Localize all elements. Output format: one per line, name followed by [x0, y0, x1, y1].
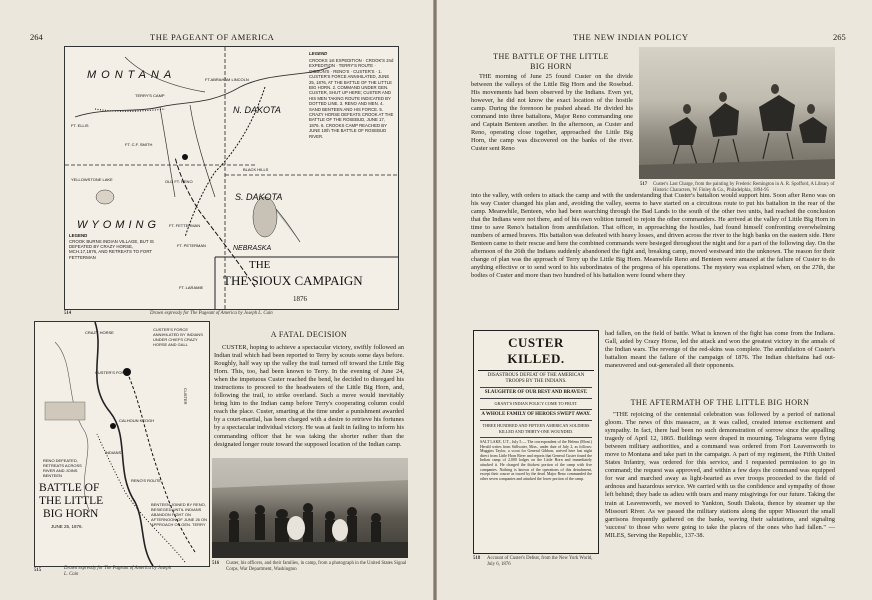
section1-text-wide — [471, 192, 835, 281]
label-custer: CUSTER — [183, 388, 188, 405]
painting-scene — [639, 47, 835, 179]
label-s-dakota: S. DAKOTA — [235, 192, 283, 202]
label-crazy-horse: CRAZY HORSE — [85, 330, 114, 335]
section2-text — [605, 411, 835, 540]
page-number-right: 265 — [833, 32, 846, 42]
lower-legend-title: LEGEND — [69, 233, 88, 238]
caption-517: Custer's Last Charge, from the painting by Frederic Remington in A. R. Spofford, A Library of Historic Characters, W. Finley & Co., Philadelphia, 1894-95 — [653, 182, 835, 193]
newspaper-deck-2: SLAUGHTER OF OUR BEST AND BRAVEST. — [480, 388, 592, 399]
label-ft-fetterman: FT. FETTERMAN — [169, 223, 201, 228]
custers-last-charge-painting — [639, 47, 835, 179]
indian-camp — [45, 402, 85, 420]
caption-515-number: 515 — [34, 568, 42, 573]
annotation-benteen: BENTEEN JOINED BY RENO, BESIEGED UNTIL INDIANS ABANDON FIGHT ON AFTERNOON OF JUNE 26 ON APPROACH OF GEN. TERRY — [151, 502, 208, 527]
calhoun-marker — [110, 423, 116, 429]
newspaper-deck-1: DISASTROUS DEFEAT OF THE AMERICAN TROOPS BY THE INDIANS. — [480, 371, 592, 388]
black-hills — [253, 197, 277, 237]
paragraph: "THE rejoicing of the centennial celebration was followed by a period of national gloom. The news of this massacre, as it was called, created intense excitement and sympathy. In fact, there had been no such demonstration of sorrow since the appalling tragedy of April 12, 1865. Buildings were draped in mourning. Telegrams were flying between military authorities, and a command was ordered from Fort Leavenworth to move to Montana and take part in the campaign. A part of my regiment, the Fifth United States Infantry, was ordered for this service, and I requested permission to go in command; the request was approved, and within a few days the command was equipped for war and marched away as light-hearted as ever troops proceeded to the field of ardnous and hazardous service. We carried with us the confidence and sympathy of those left behind; they bade us adieu with tears and many misgivings for our future. Taking the train at Leavenworth, we moved to Yankton, South Dakota, thence by steamer up the Missouri River. As we passed the military stations along the upper Missouri the small garrisons frequently gathered on the banks, waving their salutations, and signaling 'success' to those who were going to take the places of the ones who had fallen." — MILES, Serving the Republic, 137-38. — [605, 411, 835, 539]
label-custers-force: CUSTER'S FORCE — [95, 370, 130, 375]
label-ft-peterman: FT. PETERMAN — [177, 243, 206, 248]
little-big-horn-map — [34, 321, 210, 567]
label-ft-c-f-smith: FT. C.F. SMITH — [125, 142, 153, 147]
annotation-custer-force: CUSTER'S FORCE ANNIHILATED BY INDIANS UNDER CHIEFS CRAZY HORSE AND GALL — [153, 327, 203, 347]
label-wyoming: WYOMING — [77, 219, 160, 231]
left-page — [0, 0, 433, 600]
heading-aftermath: THE AFTERMATH OF THE LITTLE BIG HORN — [630, 398, 810, 407]
running-head-right: THE NEW INDIAN POLICY — [573, 32, 689, 42]
map-title: THE SIOUX CAMPAIGN — [223, 273, 363, 288]
legend-title: LEGEND — [309, 51, 328, 56]
label-reno-defeated: RENO DEFEATED, RETREATS ACROSS RIVER AND JOINS BENTEEN — [43, 458, 82, 478]
newspaper-deck-3: GRANT'S INDIAN POLICY COME TO FRUIT. — [480, 399, 592, 410]
label-montana: MONTANA — [87, 69, 177, 81]
newspaper-clipping — [473, 330, 599, 554]
caption-514-number: 514 — [64, 311, 72, 316]
label-ft-laramie: FT. LARAMIE — [179, 285, 204, 290]
caption-514: Drawn expressly for The Pageant of America by Joseph L. Cain — [150, 311, 273, 316]
label-ft-lincoln: FT.ABRAHAM LINCOLN — [205, 77, 249, 82]
newspaper-body: SALT LAKE, U.T., July 5.— The correspondent of the Helena (Mont.) Herald writes from Stillwater, Mon., under date of July 2, as follows: Muggins Taylor, a scout for General Gibbon, arrived here last night direct from Little Horn River and reports that General Custer found the Indian camp of 2,000 lodges on the Little Horn and immediately attacked it. He charged the thickest portion of the camp with five companies. Nothing is known of the operations of this detachment, except their course as traced by the dead. Major Reno commanded the other seven companies and attacked the lower portion of the camp. — [480, 440, 592, 481]
paragraph: THE morning of June 25 found Custer on the divide between the valleys of the Little Big Horn and the Rosebud. His movements had been observed by the Indians. Even yet, however, he did not know the exact location of the hostile camp. During the forenoon he pushed ahead. He divided his command into three battalions, Major Reno commanding one and Captain Benteen another. In the afternoon, as Custer and Reno, operating close together, approached the Little Big Horn, the camp was discovered on the banks of the river. Custer sent Reno — [471, 73, 633, 153]
caption-518-number: 518 — [473, 556, 481, 561]
little-big-horn-river — [95, 322, 153, 566]
article-fatal-decision — [214, 344, 404, 449]
heading-fatal-decision: A FATAL DECISION — [270, 330, 348, 339]
legend-text: CROOKS 1st EXPEDITION · CROOK'S 2nd EXPEDITION · TERRY'S ROUTE · GIBBON'S · RENO'S · CUSTER'S · 1. CUSTER'S FORCE ANNIHILATED, JUNE 25, 1876, AT THE BATTLE OF THE LITTLE BIG HORN. 2. COMMAND UNDER GEN. CUSTER, SHUT UP HERE; CUSTER AND HIS MEN TAKING ROUTE INDICATED BY DOTTED LINE. 3. RENO AND MEN. 4. SAND BENTEEN AND HIS FORCE. 5. CRAZY HORSE DEFEATS CROOK AT THE BATTLE OF THE ROSEBUD, JUNE 17, 1876. 6. CROOKS CAMP REACHED BY JUNE 10th THE BATTLE OF ROSEBUD RIVER. — [309, 58, 394, 139]
sioux-campaign-map — [64, 46, 399, 310]
lbh-map-graphic — [35, 322, 209, 566]
newspaper-deck-4: A WHOLE FAMILY OF HEROES SWEPT AWAY. — [480, 410, 592, 421]
battle-marker — [182, 154, 188, 160]
map2-title-line1: BATTLE OF — [39, 482, 100, 494]
caption-518: Account of Custer's Defeat, from the New York World, July 6, 1876 — [487, 556, 593, 567]
label-calhoun-keogh: CALHOUN KEOGH — [119, 418, 155, 423]
label-black-hills: BLACK HILLS — [243, 167, 269, 172]
map2-title-line3: BIG HORN — [43, 508, 99, 520]
photo-figures — [212, 458, 408, 558]
page-number-left: 264 — [30, 32, 43, 42]
label-nebraska: NEBRASKA — [233, 245, 272, 252]
heading-battle-lbh-line1: THE BATTLE OF THE LITTLE — [493, 52, 609, 61]
newspaper-headline: CUSTER KILLED. — [478, 331, 594, 371]
caption-517-number: 517 — [640, 182, 648, 187]
label-yellowstone-lake: YELLOWSTONE LAKE — [71, 177, 113, 182]
caption-516-number: 516 — [212, 561, 220, 566]
label-terrys-camp: TERRY'S CAMP — [135, 93, 165, 98]
newspaper-deck-5: THREE HUNDRED AND FIFTEEN AMERICAN SOLDIERS KILLED AND THIRTY-ONE WOUNDED. — [480, 421, 592, 438]
paragraph: had fallen, on the field of battle. What is known of the fight has come from the Indians. Gall, aided by Crazy Horse, led the attack and won the greatest victory in the annals of the Indian wars. The revenge of the red-skins was complete. The annihilation of Custer's battalion meant the failure of the campaign of 1876. The Indian chieftains had out-maneuvered and out-generaled all their opponents. — [605, 330, 835, 370]
map2-title-line2: THE LITTLE — [39, 495, 104, 507]
section1-text-narrow2 — [605, 330, 835, 370]
map2-date: JUNE 25, 1876. — [51, 524, 83, 529]
label-n-dakota: N. DAKOTA — [233, 105, 281, 115]
right-page — [437, 0, 872, 600]
heading-battle-lbh-line2: BIG HORN — [530, 62, 572, 71]
paragraph: into the valley, with orders to attack the camp and with the understanding that Custer's battalion would support him. Soon after Reno was on his way Custer changed his plan and, avoiding the valley, seems to have started on a circuitous route to put his battalion in the rear of the camp. Meanwhile, Benteen, who had been searching through the Bad Lands to the south of the other two units, had reached the conclusion that the Indians were not there, and of his own volition turned to rejoin the other commanders. He arrived at the valley of Little Big Horn in time to save Reno's battalion from annihilation. That officer, in approaching the hostiles, had found himself confronting overwhelming numbers of armed braves. His battalion was defeated with heavy losses, and driven across the river to the high banks on the eastern side. Here Benteen came to their rescue and here the combined commands were besieged throughout the night and for a part of the following day. On the afternoon of the 26th the Indians suddenly abandoned the fight and, breaking camp, moved westward into the unknown. The reason for their change of plan was the approach of Terry up the Little Big Horn. Meanwhile Reno and Benteen were amazed at the failure of Custer to do anything effective or to send word to his subordinates of the progress of his operations. The mystery was explained when, on the 27th, the bodies of Custer and more than two hundred of his battalion were found where they — [471, 192, 835, 280]
section1-text-narrow — [471, 73, 633, 153]
label-old-ft-reno: OLD FT. RENO — [165, 179, 193, 184]
yellowstone-lake — [96, 190, 114, 204]
lower-legend-text: CROOK BURNS INDIAN VILLAGE, BUT IS DEFEATED BY CRAZY HORSE, MCH.17,1876, AND RETREATS TO FORT FETTERMAN — [69, 239, 154, 260]
custer-camp-photo — [212, 458, 408, 558]
caption-515: Drawn expressly for The Pageant of America by Joseph L. Cain — [64, 566, 172, 577]
label-indians: INDIANS — [105, 450, 122, 455]
paragraph: CUSTER, hoping to achieve a spectacular victory, swiftly followed an Indian trail which had been reported to Terry by scouts some days before. Roughly, half way up the valley the trail turned off toward the Little Big Horn. This, too, had been known to Terry. In the evening of June 24, when the impetuous Custer reached the bend, he decided to disregard his instructions to proceed to the headwaters of the Little Big Horn, and, following the trail, to strike overland. Such a move would inevitably bring him to the Indian camp before Terry's cooperating column could reach the place. Custer, smarting at the time under a punishment awarded by a court-martial, has been charged with a desire to retrieve his fortunes by a spectacular individual victory. He was at fault in failing to inform his commanding officer that he was taking the shorter rather than the designated longer route toward the supposed location of the Indian camp. — [214, 344, 404, 448]
label-ft-ellis: FT. ELLIS — [71, 123, 89, 128]
label-renos-route: RENO'S ROUTE — [131, 478, 162, 483]
map-title-the: THE — [249, 259, 271, 271]
rosebud-river — [190, 105, 215, 197]
running-head-left: THE PAGEANT OF AMERICA — [150, 32, 275, 42]
map-year: 1876 — [293, 295, 307, 303]
caption-516: Custer, his officers, and their families, in camp, from a photograph in the United States Signal Corps, War Department, Washington — [226, 561, 407, 572]
